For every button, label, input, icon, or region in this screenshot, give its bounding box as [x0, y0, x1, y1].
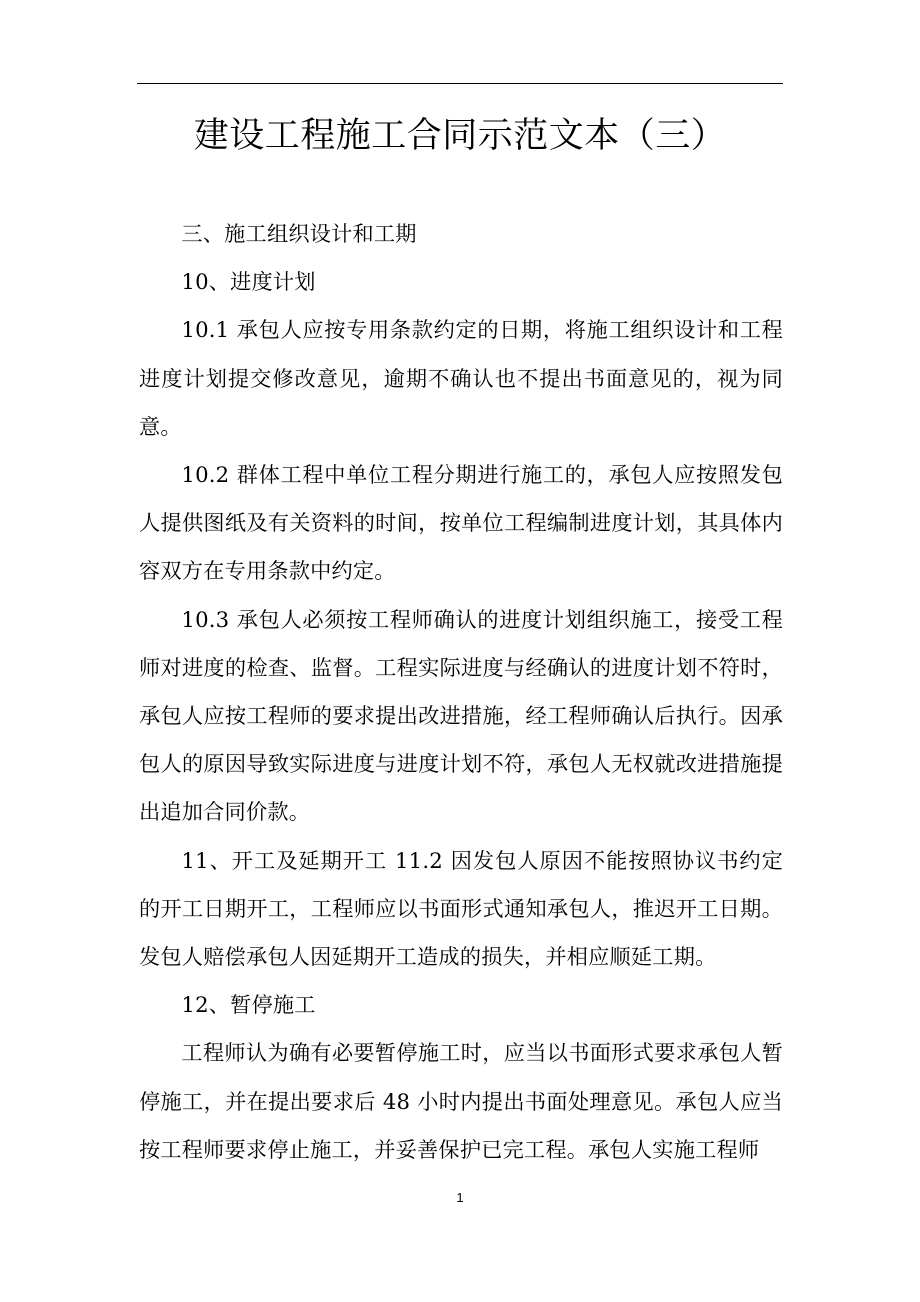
clause-paragraph: 10.1 承包人应按专用条款约定的日期，将施工组织设计和工程进度计划提交修改意见，逾期不确认也不提出书面意见的，视为同意。	[139, 317, 783, 439]
section-heading: 三、施工组织设计和工期	[181, 221, 417, 246]
header-rule	[137, 83, 783, 84]
document-title: 建设工程施工合同示范文本（三）	[193, 116, 727, 156]
page-number: 1	[456, 1190, 464, 1205]
document-body	[139, 210, 783, 1174]
clause-paragraph: 10.3 承包人必须按工程师确认的进度计划组织施工，接受工程师对进度的检查、监督。工程实际进度与经确认的进度计划不符时，承包人应按工程师的要求提出改进措施，经工程师确认后执行。因承包人的原因导致实际进度与进度计划不符，承包人无权就改进措施提出追加合同价款。	[139, 606, 783, 825]
clause-heading: 10、进度计划	[181, 269, 316, 295]
clause-paragraph: 11、开工及延期开工 11.2 因发包人原因不能按照协议书约定的开工日期开工，工程师应以书面形式通知承包人，推迟开工日期。发包人赔偿承包人因延期开工造成的损失，并相应顺延工期。	[139, 847, 783, 970]
clause-heading: 12、暂停施工	[181, 992, 316, 1018]
clause-paragraph: 工程师认为确有必要暂停施工时，应当以书面形式要求承包人暂停施工，并在提出要求后 48 小时内提出书面处理意见。承包人应当按工程师要求停止施工，并妥善保护已完工程。承包人实施工程师	[139, 1040, 783, 1162]
clause-paragraph: 10.2 群体工程中单位工程分期进行施工的，承包人应按照发包人提供图纸及有关资料的时间，按单位工程编制进度计划，其具体内容双方在专用条款中约定。	[139, 462, 783, 584]
